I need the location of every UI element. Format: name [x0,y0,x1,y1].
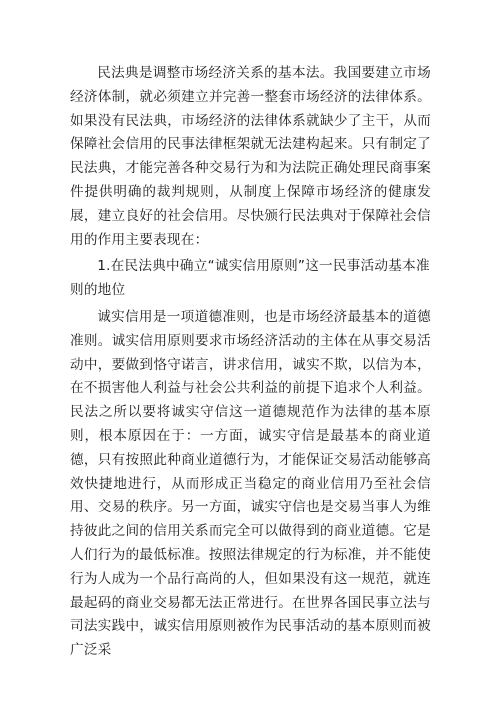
section-heading: 1.在民法典中确立“诚实信用原则”这一民事活动基本准则的地位 [70,258,430,299]
intro-paragraph: 民法典是调整市场经济关系的基本法。我国要建立市场经济体制，就必须建立并完善一整套市场经济的法律体系。如果没有民法典，市场经济的法律体系就缺少了主干，从而保障社会信用的民事法律框架就无法建构起来。只有制定了民法典，才能完善各种交易行为和为法院正确处理民商事案件提供明确的裁判规则，从制度上保障市场经济的健康发展，建立良好的社会信用。尽快颁行民法典对于保障社会信用的作用主要表现在： [70,65,431,248]
body-paragraph: 诚实信用是一项道德准则，也是市场经济最基本的道德准则。诚实信用原则要求市场经济活动的主体在从事交易活动中，要做到恪守诺言，讲求信用，诚实不欺，以信为本，在不损害他人利益与社会公共利益的前提下追求个人利益。民法之所以要将诚实守信这一道德规范作为法律的基本原则，根本原因在于：一方面，诚实守信是最基本的商业道德，只有按照此种商业道德行为，才能保证交易活动能够高效快捷地进行，从而形成正当稳定的商业信用乃至社会信用、交易的秩序。另一方面，诚实守信也是交易当事人为维持彼此之间的信用关系而完全可以做得到的商业道德。它是人们行为的最低标准。按照法律规定的行为标准，并不能使行为人成为一个品行高尚的人，但如果没有这一规范，就连最起码的商业交易都无法正常进行。在世界各国民事立法与司法实践中，诚实信用原则被作为民事活动的基本原则而被广泛采 [70,308,431,659]
